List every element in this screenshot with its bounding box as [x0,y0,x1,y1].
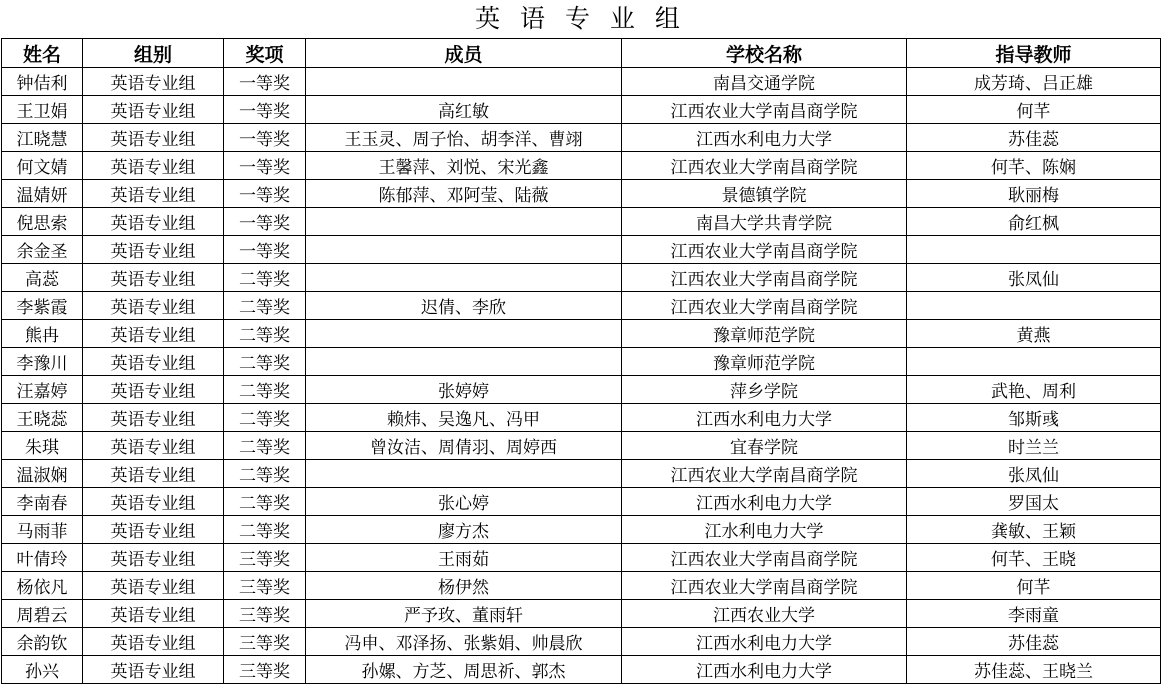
table-row [2,600,1161,628]
table-row [2,264,1161,292]
cell-school: 江西农业大学南昌商学院 [622,152,907,180]
cell-group: 英语专业组 [83,264,224,292]
cell-advisor: 苏佳蕊、王晓兰 [907,656,1161,684]
cell-advisor: 成芳琦、吕正雄 [907,68,1161,96]
cell-advisor: 俞红枫 [907,208,1161,236]
table-row [2,320,1161,348]
cell-school: 江西水利电力大学 [622,124,907,152]
cell-advisor: 耿丽梅 [907,180,1161,208]
cell-advisor: 黄燕 [907,320,1161,348]
cell-group: 英语专业组 [83,236,224,264]
cell-school: 江西水利电力大学 [622,488,907,516]
table-row [2,656,1161,684]
cell-school: 江水利电力大学 [622,516,907,544]
table-row [2,96,1161,124]
cell-school: 江西农业大学 [622,600,907,628]
table-row [2,628,1161,656]
cell-group: 英语专业组 [83,432,224,460]
cell-name: 杨依凡 [2,572,83,600]
cell-award: 二等奖 [224,516,306,544]
cell-members: 曾汝洁、周倩羽、周婷西 [306,432,622,460]
cell-group: 英语专业组 [83,124,224,152]
header-award: 奖项 [224,39,306,68]
cell-award: 三等奖 [224,544,306,572]
cell-members: 赖炜、吴逸凡、冯甲 [306,404,622,432]
cell-members [306,208,622,236]
cell-name: 江晓慧 [2,124,83,152]
cell-award: 一等奖 [224,68,306,96]
cell-group: 英语专业组 [83,68,224,96]
table-row [2,236,1161,264]
cell-advisor: 龚敏、王颖 [907,516,1161,544]
cell-advisor [907,236,1161,264]
table-header-row [2,39,1161,68]
cell-group: 英语专业组 [83,572,224,600]
cell-members: 陈郁萍、邓阿莹、陆薇 [306,180,622,208]
cell-members: 迟倩、李欣 [306,292,622,320]
cell-advisor: 何芊 [907,572,1161,600]
cell-name: 李豫川 [2,348,83,376]
cell-name: 孙兴 [2,656,83,684]
cell-award: 一等奖 [224,124,306,152]
cell-award: 二等奖 [224,320,306,348]
cell-advisor: 何芊、王晓 [907,544,1161,572]
cell-school: 豫章师范学院 [622,320,907,348]
table-row [2,208,1161,236]
cell-award: 二等奖 [224,292,306,320]
cell-award: 三等奖 [224,572,306,600]
cell-name: 马雨菲 [2,516,83,544]
awards-table [1,38,1161,684]
cell-group: 英语专业组 [83,516,224,544]
cell-name: 朱琪 [2,432,83,460]
cell-award: 一等奖 [224,236,306,264]
cell-name: 李紫霞 [2,292,83,320]
cell-award: 一等奖 [224,208,306,236]
cell-group: 英语专业组 [83,656,224,684]
cell-members: 张婷婷 [306,376,622,404]
table-row [2,404,1161,432]
table-row [2,152,1161,180]
cell-name: 汪嘉婷 [2,376,83,404]
header-school: 学校名称 [622,39,907,68]
cell-award: 二等奖 [224,404,306,432]
cell-school: 江西水利电力大学 [622,404,907,432]
cell-school: 江西农业大学南昌商学院 [622,460,907,488]
cell-award: 三等奖 [224,600,306,628]
cell-name: 何文婧 [2,152,83,180]
cell-name: 温淑娴 [2,460,83,488]
cell-award: 二等奖 [224,376,306,404]
cell-members: 严予玫、董雨轩 [306,600,622,628]
cell-school: 宜春学院 [622,432,907,460]
cell-school: 景德镇学院 [622,180,907,208]
cell-members [306,460,622,488]
cell-group: 英语专业组 [83,404,224,432]
cell-group: 英语专业组 [83,152,224,180]
cell-name: 温婧妍 [2,180,83,208]
cell-school: 江西水利电力大学 [622,656,907,684]
cell-name: 周碧云 [2,600,83,628]
cell-group: 英语专业组 [83,348,224,376]
cell-advisor: 张凤仙 [907,264,1161,292]
cell-name: 余金圣 [2,236,83,264]
cell-group: 英语专业组 [83,460,224,488]
table-row [2,572,1161,600]
cell-school: 江西水利电力大学 [622,628,907,656]
cell-group: 英语专业组 [83,292,224,320]
page-title: 英 语 专 业 组 [475,4,686,33]
cell-school: 江西农业大学南昌商学院 [622,572,907,600]
cell-award: 二等奖 [224,264,306,292]
cell-award: 一等奖 [224,152,306,180]
cell-members [306,236,622,264]
cell-advisor: 苏佳蕊 [907,628,1161,656]
cell-advisor: 苏佳蕊 [907,124,1161,152]
cell-advisor: 罗国太 [907,488,1161,516]
cell-school: 江西农业大学南昌商学院 [622,96,907,124]
cell-advisor: 邹斯彧 [907,404,1161,432]
cell-members [306,264,622,292]
cell-members: 王玉灵、周子怡、胡李洋、曹翊 [306,124,622,152]
cell-advisor: 张凤仙 [907,460,1161,488]
table-row [2,180,1161,208]
cell-name: 叶倩玲 [2,544,83,572]
cell-advisor: 何芊、陈娴 [907,152,1161,180]
table-row [2,348,1161,376]
cell-members: 张心婷 [306,488,622,516]
cell-group: 英语专业组 [83,544,224,572]
cell-name: 余韵钦 [2,628,83,656]
table-row [2,544,1161,572]
cell-school: 豫章师范学院 [622,348,907,376]
table-row [2,68,1161,96]
cell-advisor: 李雨童 [907,600,1161,628]
cell-school: 江西农业大学南昌商学院 [622,544,907,572]
cell-name: 熊冉 [2,320,83,348]
cell-award: 二等奖 [224,432,306,460]
cell-name: 钟佶利 [2,68,83,96]
cell-school: 萍乡学院 [622,376,907,404]
cell-school: 南昌大学共青学院 [622,208,907,236]
cell-advisor: 何芊 [907,96,1161,124]
cell-group: 英语专业组 [83,320,224,348]
cell-name: 高蕊 [2,264,83,292]
cell-members [306,68,622,96]
cell-members: 孙嫘、方芝、周思祈、郭杰 [306,656,622,684]
cell-name: 李南春 [2,488,83,516]
cell-award: 三等奖 [224,628,306,656]
cell-members: 冯申、邓泽扬、张紫娟、帅晨欣 [306,628,622,656]
table-row [2,124,1161,152]
cell-award: 一等奖 [224,180,306,208]
cell-name: 倪思索 [2,208,83,236]
cell-award: 一等奖 [224,96,306,124]
cell-group: 英语专业组 [83,628,224,656]
cell-advisor [907,292,1161,320]
cell-advisor: 武艳、周利 [907,376,1161,404]
cell-group: 英语专业组 [83,208,224,236]
table-row [2,488,1161,516]
cell-school: 南昌交通学院 [622,68,907,96]
cell-members [306,320,622,348]
cell-members: 高红敏 [306,96,622,124]
table-row [2,516,1161,544]
header-name: 姓名 [2,39,83,68]
cell-members: 王雨茹 [306,544,622,572]
cell-award: 二等奖 [224,348,306,376]
cell-school: 江西农业大学南昌商学院 [622,264,907,292]
cell-name: 王卫娟 [2,96,83,124]
cell-advisor [907,348,1161,376]
table-row [2,376,1161,404]
cell-group: 英语专业组 [83,376,224,404]
header-members: 成员 [306,39,622,68]
table-row [2,460,1161,488]
cell-group: 英语专业组 [83,96,224,124]
cell-advisor: 时兰兰 [907,432,1161,460]
cell-members [306,348,622,376]
cell-school: 江西农业大学南昌商学院 [622,236,907,264]
table-row [2,292,1161,320]
cell-members: 杨伊然 [306,572,622,600]
cell-group: 英语专业组 [83,600,224,628]
cell-members: 王馨萍、刘悦、宋光鑫 [306,152,622,180]
cell-award: 二等奖 [224,460,306,488]
header-group: 组别 [83,39,224,68]
header-advisor: 指导教师 [907,39,1161,68]
cell-group: 英语专业组 [83,488,224,516]
cell-members: 廖方杰 [306,516,622,544]
cell-award: 三等奖 [224,656,306,684]
cell-name: 王晓蕊 [2,404,83,432]
cell-school: 江西农业大学南昌商学院 [622,292,907,320]
cell-group: 英语专业组 [83,180,224,208]
table-body [2,68,1161,684]
table-row [2,432,1161,460]
cell-award: 二等奖 [224,488,306,516]
